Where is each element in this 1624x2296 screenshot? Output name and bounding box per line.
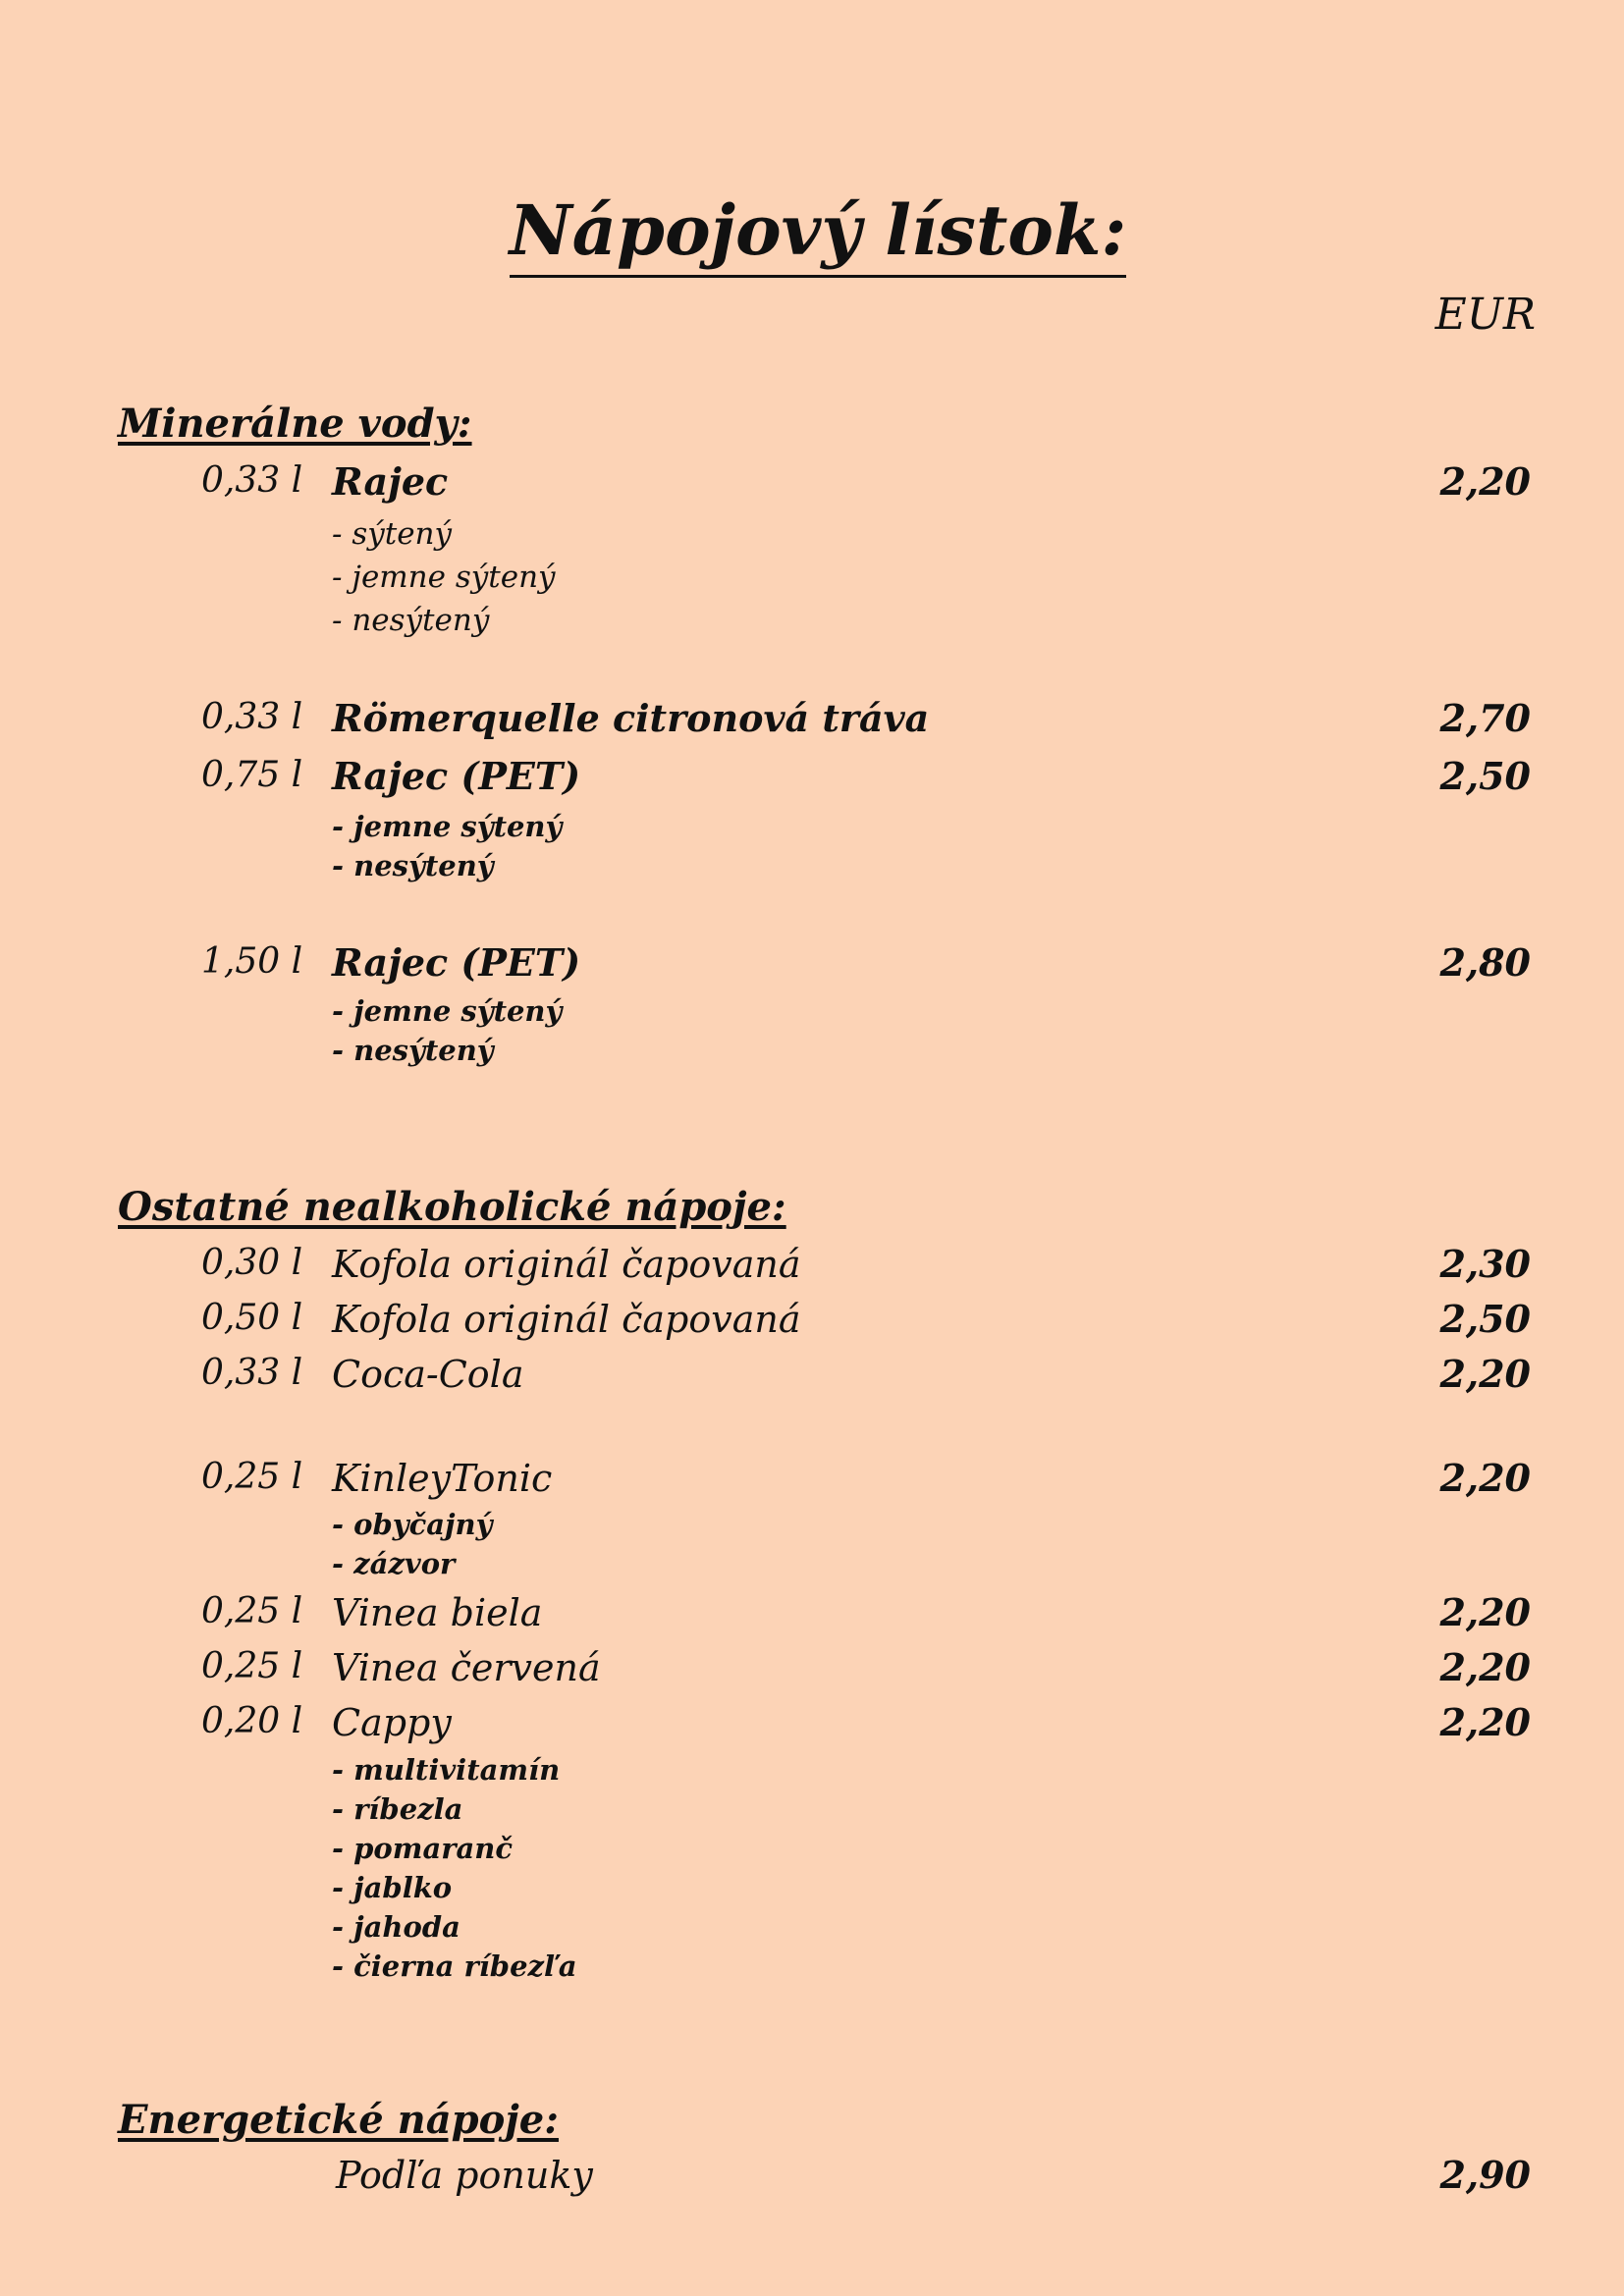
item-variants bbox=[332, 991, 562, 1070]
variant: - nesýtený bbox=[332, 603, 490, 638]
item-volume: 0,33 l bbox=[201, 697, 303, 737]
item-volume: 0,50 l bbox=[201, 1298, 303, 1338]
item-price: 2,70 bbox=[1439, 696, 1531, 740]
variant: - zázvor bbox=[332, 1547, 456, 1580]
variant: - multivitamín bbox=[332, 1753, 561, 1787]
item-name: Kofola originál čapovaná bbox=[332, 1298, 801, 1341]
item-price: 2,80 bbox=[1439, 940, 1531, 985]
item-name: Vinea červená bbox=[332, 1646, 601, 1689]
item-price: 2,50 bbox=[1439, 754, 1531, 798]
item-price: 2,50 bbox=[1439, 1297, 1531, 1341]
item-volume: 1,50 l bbox=[201, 941, 303, 982]
section-title-soft-drinks: Ostatné nealkoholické nápoje: bbox=[118, 1184, 786, 1230]
item-variants bbox=[332, 807, 562, 885]
variant: - jemne sýtený bbox=[332, 560, 556, 595]
item-volume: 0,30 l bbox=[201, 1243, 303, 1283]
variant: - ríbezla bbox=[332, 1792, 463, 1826]
item-price: 2,20 bbox=[1439, 1352, 1531, 1396]
page-title: Nápojový lístok: bbox=[0, 196, 1624, 265]
item-variants bbox=[332, 512, 556, 642]
item-volume: 0,25 l bbox=[201, 1646, 303, 1686]
item-name: Coca-Cola bbox=[332, 1353, 524, 1396]
item-price: 2,30 bbox=[1439, 1242, 1531, 1286]
item-volume: 0,33 l bbox=[201, 460, 303, 501]
item-volume: 0,20 l bbox=[201, 1701, 303, 1741]
section-title-mineral-waters: Minerálne vody: bbox=[118, 400, 472, 447]
item-name: Podľa ponuky bbox=[336, 2154, 593, 2197]
variant: - nesýtený bbox=[332, 849, 494, 882]
item-price: 2,20 bbox=[1439, 1456, 1531, 1500]
item-price: 2,20 bbox=[1439, 1590, 1531, 1634]
item-price: 2,20 bbox=[1439, 1645, 1531, 1689]
item-variants bbox=[332, 1505, 492, 1583]
variant: - nesýtený bbox=[332, 1034, 494, 1067]
item-name: Rajec (PET) bbox=[332, 754, 581, 798]
variant: - jemne sýtený bbox=[332, 810, 563, 843]
item-name: Kofola originál čapovaná bbox=[332, 1243, 801, 1286]
item-price: 2,20 bbox=[1439, 1700, 1531, 1744]
variant: - pomaranč bbox=[332, 1832, 514, 1865]
item-volume: 0,25 l bbox=[201, 1591, 303, 1631]
variant: - čierna ríbezľa bbox=[332, 1949, 577, 1983]
variant: - sýtený bbox=[332, 516, 453, 552]
variant: - jablko bbox=[332, 1871, 453, 1904]
item-price: 2,90 bbox=[1439, 2153, 1531, 2197]
item-price: 2,20 bbox=[1439, 459, 1531, 504]
variant: - jemne sýtený bbox=[332, 994, 563, 1028]
item-name: Römerquelle citronová tráva bbox=[332, 696, 930, 740]
item-name: Rajec (PET) bbox=[332, 940, 581, 985]
item-volume: 0,33 l bbox=[201, 1353, 303, 1393]
item-volume: 0,75 l bbox=[201, 755, 303, 795]
section-title-energy-drinks: Energetické nápoje: bbox=[118, 2097, 559, 2143]
item-name: Cappy bbox=[332, 1701, 452, 1744]
item-name: KinleyTonic bbox=[332, 1457, 553, 1500]
currency-label: EUR bbox=[1435, 290, 1536, 340]
item-name: Vinea biela bbox=[332, 1591, 543, 1634]
item-volume: 0,25 l bbox=[201, 1457, 303, 1497]
item-variants bbox=[332, 1750, 577, 1986]
variant: - jahoda bbox=[332, 1910, 460, 1944]
item-name: Rajec bbox=[332, 459, 449, 504]
variant: - obyčajný bbox=[332, 1508, 493, 1541]
